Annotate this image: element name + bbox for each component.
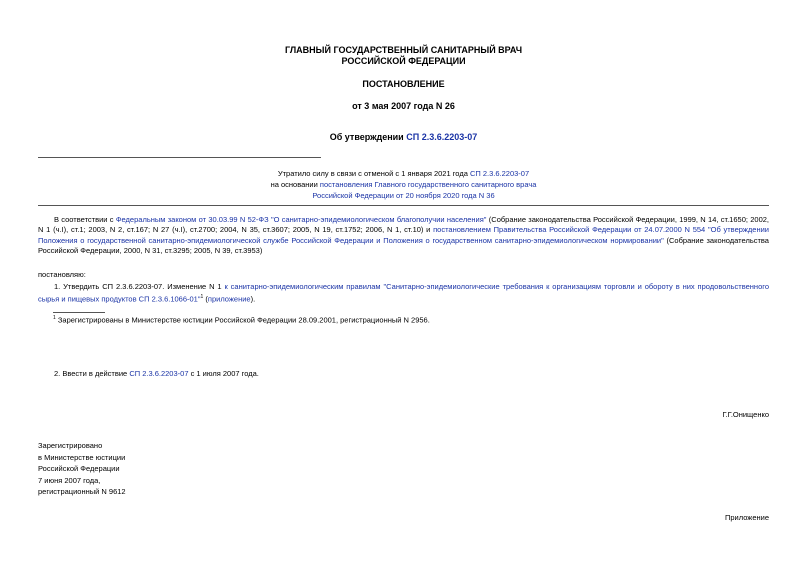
footnote-ref: 1 bbox=[200, 294, 204, 301]
document-date-number: от 3 мая 2007 года N 26 bbox=[352, 101, 455, 111]
authority-line-1: ГЛАВНЫЙ ГОСУДАРСТВЕННЫЙ САНИТАРНЫЙ ВРАЧ bbox=[284, 45, 523, 55]
divider-short bbox=[38, 157, 321, 158]
item-1-paren-close: ). bbox=[250, 294, 256, 304]
item-2-text: 2. Ввести в действие bbox=[54, 369, 128, 378]
divider-full bbox=[38, 205, 769, 206]
status-note-line-3 bbox=[0, 191, 807, 200]
decree-label: постановляю: bbox=[38, 270, 86, 279]
status-note-line-2 bbox=[0, 180, 807, 189]
document-type: ПОСТАНОВЛЕНИЕ bbox=[362, 79, 445, 89]
registration-line-5: регистрационный N 9612 bbox=[38, 487, 126, 496]
government-decree-link[interactable]: постановлением Правительства Российской Федерации от 24.07.2000 N 554 "Об утверждении Положения о государственной санитарно-эпидемиологической службе Российской Федерации и Положения о государственном санитарно-эпидемиологическом нормировании" bbox=[38, 225, 769, 245]
status-note-basis: на основании bbox=[270, 180, 318, 189]
document-title bbox=[0, 132, 807, 142]
footnote-text: Зарегистрированы в Министерстве юстиции Российской Федерации 28.09.2001, регистрационный N 2956. bbox=[57, 315, 430, 325]
item-2-sp-link[interactable]: СП 2.3.6.2203-07 bbox=[129, 369, 189, 378]
footnote-divider bbox=[53, 312, 105, 313]
status-note-decree-date-link[interactable]: Российской Федерации от 20 ноября 2020 года N 36 bbox=[312, 191, 495, 200]
sanitary-rules-link[interactable]: к санитарно-эпидемиологическим правилам "Санитарно-эпидемиологические требования к организациям торговли и обороту в них продовольственного сырья и пищевых продуктов СП 2.3.6.1066-01" bbox=[38, 282, 769, 304]
status-note-text: Утратило силу в связи с отменой с 1 января 2021 года bbox=[277, 169, 468, 178]
item-1-text: 1. Утвердить СП 2.3.6.2203-07. Изменение N 1 bbox=[54, 282, 222, 291]
footnote bbox=[53, 315, 430, 325]
registration-line-3: Российской Федерации bbox=[38, 464, 120, 473]
item-2-date: с 1 июля 2007 года. bbox=[190, 369, 259, 378]
appendix-link[interactable]: приложение bbox=[207, 294, 251, 304]
preamble-text-2: (Собрание законодательства Российской Федерации, 1999, N 14, ст.1650; 2002, N 1 (ч.I), ст.1; 2003, N 2, ст.167; N 27 (ч.I), ст.2700; 2004, N 35, ст.3607; 2005, N 19, ст.1752; 2006, N 1, ст.10) и bbox=[38, 215, 770, 235]
registration-line-4: 7 июня 2007 года, bbox=[38, 475, 101, 485]
title-prefix: Об утверждении bbox=[329, 132, 404, 142]
preamble-text-3: (Собрание законодательства Российской Федерации, 2000, N 31, ст.3295; 2005, N 39, ст.3953) bbox=[38, 235, 769, 255]
title-sp-link[interactable]: СП 2.3.6.2203-07 bbox=[406, 132, 478, 142]
status-note-line-1 bbox=[0, 169, 807, 178]
status-note-decree-link[interactable]: постановления Главного государственного санитарного врача bbox=[319, 180, 537, 189]
signature: Г.Г.Онищенко bbox=[722, 410, 769, 419]
federal-law-link[interactable]: Федеральным законом от 30.03.99 N 52-ФЗ "О санитарно-эпидемиологическом благополучии населения" bbox=[115, 215, 487, 224]
decree-item-1 bbox=[38, 282, 769, 305]
footnote-mark: 1 bbox=[53, 315, 56, 321]
preamble-paragraph bbox=[38, 215, 769, 256]
registration-block bbox=[38, 440, 126, 498]
registration-line-1: Зарегистрировано bbox=[38, 441, 103, 450]
authority-line-2: РОССИЙСКОЙ ФЕДЕРАЦИИ bbox=[341, 56, 466, 66]
registration-line-2: в Министерстве юстиции bbox=[38, 452, 126, 462]
item-1-paren-open: ( bbox=[203, 294, 208, 304]
preamble-text-1: В соответствии с bbox=[54, 215, 114, 224]
decree-item-2 bbox=[54, 369, 259, 378]
appendix-label: Приложение bbox=[725, 513, 769, 522]
status-note-sp-link[interactable]: СП 2.3.6.2203-07 bbox=[469, 169, 530, 178]
